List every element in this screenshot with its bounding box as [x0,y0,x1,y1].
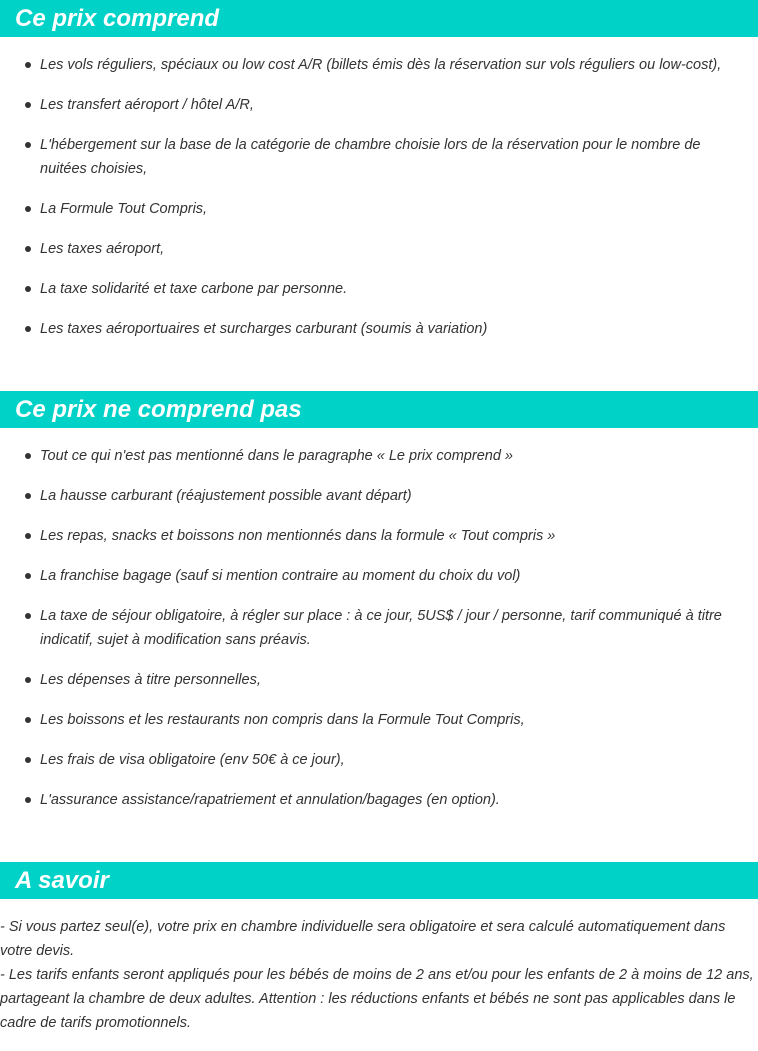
bullet-icon [25,797,31,803]
list-item: Tout ce qui n'est pas mentionné dans le paragraphe « Le prix comprend » [0,444,758,468]
section-header-a-savoir [0,862,758,899]
bullet-icon [25,573,31,579]
section-header-prix-ne-comprend-pas [0,391,758,428]
excluded-list [0,444,758,828]
bullet-icon [25,286,31,292]
list-item: Les transfert aéroport / hôtel A/R, [0,93,758,117]
list-item: La hausse carburant (réajustement possible avant départ) [0,484,758,508]
bullet-icon [25,102,31,108]
list-item: La taxe de séjour obligatoire, à régler sur place : à ce jour, 5US$ / jour / personne, tarif communiqué à titre indicatif, sujet à modification sans préavis. [0,604,758,652]
list-item: Les vols réguliers, spéciaux ou low cost A/R (billets émis dès la réservation sur vols réguliers ou low-cost), [0,53,758,77]
included-list [0,53,758,357]
list-item: Les frais de visa obligatoire (env 50€ à ce jour), [0,748,758,772]
bullet-icon [25,62,31,68]
section-title: A savoir [15,867,109,894]
bullet-icon [25,206,31,212]
bullet-icon [25,453,31,459]
bullet-icon [25,717,31,723]
section-title: Ce prix ne comprend pas [15,396,302,423]
list-item: Les boissons et les restaurants non compris dans la Formule Tout Compris, [0,708,758,732]
paragraph: - Si vous partez seul(e), votre prix en chambre individuelle sera obligatoire et sera calculé automatiquement dans votre devis. [0,919,726,959]
list-item: L'hébergement sur la base de la catégorie de chambre choisie lors de la réservation pour le nombre de nuitées choisies, [0,133,758,181]
section-title: Ce prix comprend [15,5,220,32]
list-item: Les repas, snacks et boissons non mentionnés dans la formule « Tout compris » [0,524,758,548]
section-header-prix-comprend [0,0,758,37]
bullet-icon [25,613,31,619]
a-savoir-text [0,915,756,1035]
list-item: La Formule Tout Compris, [0,197,758,221]
list-item: Les taxes aéroport, [0,237,758,261]
bullet-icon [25,326,31,332]
list-item: La taxe solidarité et taxe carbone par personne. [0,277,758,301]
list-item: L'assurance assistance/rapatriement et annulation/bagages (en option). [0,788,758,812]
bullet-icon [25,142,31,148]
list-item: La franchise bagage (sauf si mention contraire au moment du choix du vol) [0,564,758,588]
bullet-icon [25,677,31,683]
bullet-icon [25,533,31,539]
list-item: Les taxes aéroportuaires et surcharges carburant (soumis à variation) [0,317,758,341]
bullet-icon [25,757,31,763]
list-item: Les dépenses à titre personnelles, [0,668,758,692]
bullet-icon [25,246,31,252]
paragraph: - Les tarifs enfants seront appliqués pour les bébés de moins de 2 ans et/ou pour les enfants de 2 à moins de 12 ans, partageant la chambre de deux adultes. Attention : les réductions enfants et bébés ne sont pas applicables dans le cadre de tarifs promotionnels. [0,967,754,1031]
bullet-icon [25,493,31,499]
